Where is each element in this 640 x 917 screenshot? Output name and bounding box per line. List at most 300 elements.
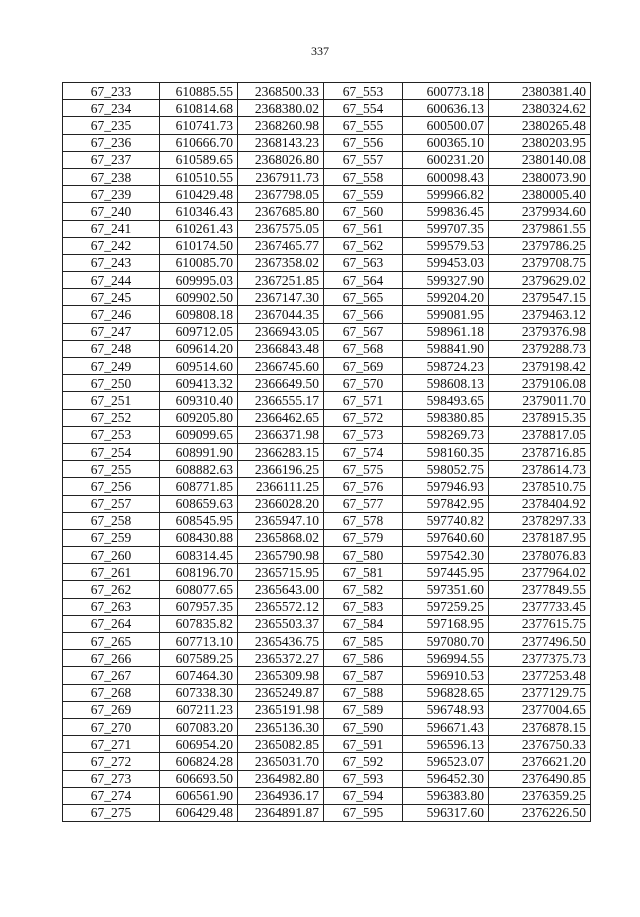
y-coord-left-cell: 2365082.85	[238, 736, 324, 753]
point-id-left-cell: 67_242	[63, 237, 160, 254]
point-id-left-cell: 67_238	[63, 168, 160, 185]
y-coord-left-cell: 2364936.17	[238, 787, 324, 804]
x-coord-left-cell: 607957.35	[160, 598, 238, 615]
y-coord-left-cell: 2368380.02	[238, 100, 324, 117]
table-row	[63, 203, 591, 220]
y-coord-right-cell: 2376750.33	[489, 736, 591, 753]
y-coord-right-cell: 2377849.55	[489, 581, 591, 598]
y-coord-left-cell: 2366555.17	[238, 392, 324, 409]
x-coord-left-cell: 607464.30	[160, 667, 238, 684]
x-coord-left-cell: 609099.65	[160, 426, 238, 443]
point-id-right-cell: 67_571	[324, 392, 403, 409]
point-id-left-cell: 67_254	[63, 443, 160, 460]
y-coord-left-cell: 2366843.48	[238, 340, 324, 357]
x-coord-left-cell: 609310.40	[160, 392, 238, 409]
y-coord-right-cell: 2378614.73	[489, 461, 591, 478]
point-id-left-cell: 67_257	[63, 495, 160, 512]
x-coord-right-cell: 596452.30	[403, 770, 489, 787]
point-id-left-cell: 67_260	[63, 547, 160, 564]
y-coord-right-cell: 2379861.55	[489, 220, 591, 237]
point-id-left-cell: 67_249	[63, 358, 160, 375]
x-coord-left-cell: 610885.55	[160, 83, 238, 100]
point-id-right-cell: 67_558	[324, 168, 403, 185]
point-id-right-cell: 67_581	[324, 564, 403, 581]
x-coord-right-cell: 599836.45	[403, 203, 489, 220]
point-id-left-cell: 67_239	[63, 186, 160, 203]
table-row	[63, 495, 591, 512]
table-row	[63, 701, 591, 718]
point-id-right-cell: 67_583	[324, 598, 403, 615]
y-coord-left-cell: 2367685.80	[238, 203, 324, 220]
y-coord-right-cell: 2377615.75	[489, 615, 591, 632]
y-coord-right-cell: 2380324.62	[489, 100, 591, 117]
x-coord-right-cell: 599966.82	[403, 186, 489, 203]
point-id-left-cell: 67_272	[63, 753, 160, 770]
y-coord-left-cell: 2367465.77	[238, 237, 324, 254]
y-coord-left-cell: 2365643.00	[238, 581, 324, 598]
point-id-right-cell: 67_575	[324, 461, 403, 478]
point-id-left-cell: 67_259	[63, 529, 160, 546]
y-coord-left-cell: 2364982.80	[238, 770, 324, 787]
point-id-right-cell: 67_580	[324, 547, 403, 564]
point-id-left-cell: 67_258	[63, 512, 160, 529]
table-row	[63, 254, 591, 271]
point-id-left-cell: 67_236	[63, 134, 160, 151]
y-coord-right-cell: 2380265.48	[489, 117, 591, 134]
x-coord-right-cell: 600500.07	[403, 117, 489, 134]
point-id-left-cell: 67_275	[63, 804, 160, 821]
table-row	[63, 375, 591, 392]
point-id-right-cell: 67_569	[324, 358, 403, 375]
point-id-right-cell: 67_563	[324, 254, 403, 271]
table-row	[63, 237, 591, 254]
y-coord-right-cell: 2379934.60	[489, 203, 591, 220]
x-coord-right-cell: 596383.80	[403, 787, 489, 804]
point-id-right-cell: 67_560	[324, 203, 403, 220]
x-coord-left-cell: 609712.05	[160, 323, 238, 340]
table-row	[63, 134, 591, 151]
x-coord-right-cell: 598052.75	[403, 461, 489, 478]
x-coord-right-cell: 597740.82	[403, 512, 489, 529]
x-coord-right-cell: 596523.07	[403, 753, 489, 770]
y-coord-left-cell: 2365309.98	[238, 667, 324, 684]
y-coord-left-cell: 2366943.05	[238, 323, 324, 340]
y-coord-left-cell: 2368500.33	[238, 83, 324, 100]
table-row	[63, 100, 591, 117]
x-coord-left-cell: 607713.10	[160, 633, 238, 650]
y-coord-left-cell: 2367147.30	[238, 289, 324, 306]
point-id-left-cell: 67_243	[63, 254, 160, 271]
point-id-left-cell: 67_245	[63, 289, 160, 306]
y-coord-right-cell: 2378915.35	[489, 409, 591, 426]
point-id-right-cell: 67_556	[324, 134, 403, 151]
x-coord-left-cell: 608196.70	[160, 564, 238, 581]
y-coord-right-cell: 2377129.75	[489, 684, 591, 701]
y-coord-left-cell: 2365715.95	[238, 564, 324, 581]
y-coord-right-cell: 2377964.02	[489, 564, 591, 581]
y-coord-right-cell: 2376226.50	[489, 804, 591, 821]
x-coord-left-cell: 606824.28	[160, 753, 238, 770]
table-row	[63, 358, 591, 375]
x-coord-right-cell: 596748.93	[403, 701, 489, 718]
x-coord-right-cell: 598841.90	[403, 340, 489, 357]
x-coord-left-cell: 608882.63	[160, 461, 238, 478]
point-id-right-cell: 67_594	[324, 787, 403, 804]
point-id-left-cell: 67_240	[63, 203, 160, 220]
table-row	[63, 392, 591, 409]
table-row	[63, 443, 591, 460]
table-row	[63, 547, 591, 564]
y-coord-right-cell: 2378404.92	[489, 495, 591, 512]
y-coord-right-cell: 2379106.08	[489, 375, 591, 392]
x-coord-left-cell: 609514.60	[160, 358, 238, 375]
point-id-left-cell: 67_253	[63, 426, 160, 443]
x-coord-right-cell: 597445.95	[403, 564, 489, 581]
point-id-left-cell: 67_233	[63, 83, 160, 100]
point-id-left-cell: 67_269	[63, 701, 160, 718]
x-coord-left-cell: 606561.90	[160, 787, 238, 804]
point-id-left-cell: 67_244	[63, 272, 160, 289]
x-coord-right-cell: 596910.53	[403, 667, 489, 684]
point-id-left-cell: 67_270	[63, 718, 160, 735]
point-id-right-cell: 67_576	[324, 478, 403, 495]
x-coord-left-cell: 608771.85	[160, 478, 238, 495]
y-coord-left-cell: 2368026.80	[238, 151, 324, 168]
point-id-left-cell: 67_235	[63, 117, 160, 134]
point-id-right-cell: 67_588	[324, 684, 403, 701]
x-coord-right-cell: 600636.13	[403, 100, 489, 117]
point-id-right-cell: 67_557	[324, 151, 403, 168]
x-coord-right-cell: 597168.95	[403, 615, 489, 632]
table-row	[63, 512, 591, 529]
x-coord-right-cell: 597351.60	[403, 581, 489, 598]
table-row	[63, 151, 591, 168]
y-coord-right-cell: 2380140.08	[489, 151, 591, 168]
table-row	[63, 615, 591, 632]
point-id-left-cell: 67_271	[63, 736, 160, 753]
y-coord-left-cell: 2367798.05	[238, 186, 324, 203]
table-row	[63, 736, 591, 753]
x-coord-left-cell: 606429.48	[160, 804, 238, 821]
y-coord-left-cell: 2366111.25	[238, 478, 324, 495]
point-id-left-cell: 67_255	[63, 461, 160, 478]
x-coord-left-cell: 608430.88	[160, 529, 238, 546]
x-coord-left-cell: 610085.70	[160, 254, 238, 271]
y-coord-left-cell: 2366028.20	[238, 495, 324, 512]
x-coord-right-cell: 597842.95	[403, 495, 489, 512]
y-coord-left-cell: 2366649.50	[238, 375, 324, 392]
x-coord-right-cell: 598269.73	[403, 426, 489, 443]
point-id-left-cell: 67_262	[63, 581, 160, 598]
x-coord-right-cell: 599453.03	[403, 254, 489, 271]
point-id-right-cell: 67_566	[324, 306, 403, 323]
table-row	[63, 753, 591, 770]
y-coord-left-cell: 2365372.27	[238, 650, 324, 667]
point-id-right-cell: 67_568	[324, 340, 403, 357]
x-coord-left-cell: 610261.43	[160, 220, 238, 237]
point-id-right-cell: 67_587	[324, 667, 403, 684]
y-coord-right-cell: 2379629.02	[489, 272, 591, 289]
x-coord-right-cell: 599081.95	[403, 306, 489, 323]
point-id-right-cell: 67_564	[324, 272, 403, 289]
x-coord-right-cell: 596828.65	[403, 684, 489, 701]
x-coord-left-cell: 610741.73	[160, 117, 238, 134]
table-body	[63, 83, 591, 822]
y-coord-right-cell: 2376878.15	[489, 718, 591, 735]
x-coord-right-cell: 600098.43	[403, 168, 489, 185]
x-coord-left-cell: 608077.65	[160, 581, 238, 598]
point-id-right-cell: 67_590	[324, 718, 403, 735]
y-coord-left-cell: 2366283.15	[238, 443, 324, 460]
y-coord-right-cell: 2376359.25	[489, 787, 591, 804]
y-coord-left-cell: 2366196.25	[238, 461, 324, 478]
point-id-right-cell: 67_572	[324, 409, 403, 426]
point-id-right-cell: 67_582	[324, 581, 403, 598]
table-row	[63, 168, 591, 185]
x-coord-right-cell: 599327.90	[403, 272, 489, 289]
x-coord-right-cell: 599707.35	[403, 220, 489, 237]
table-row	[63, 787, 591, 804]
point-id-left-cell: 67_264	[63, 615, 160, 632]
page-number: 337	[311, 44, 329, 58]
x-coord-right-cell: 597080.70	[403, 633, 489, 650]
y-coord-left-cell: 2365947.10	[238, 512, 324, 529]
y-coord-right-cell: 2377496.50	[489, 633, 591, 650]
x-coord-left-cell: 610429.48	[160, 186, 238, 203]
point-id-left-cell: 67_267	[63, 667, 160, 684]
table-row	[63, 409, 591, 426]
x-coord-left-cell: 609614.20	[160, 340, 238, 357]
point-id-left-cell: 67_237	[63, 151, 160, 168]
point-id-right-cell: 67_591	[324, 736, 403, 753]
y-coord-right-cell: 2378817.05	[489, 426, 591, 443]
x-coord-left-cell: 610346.43	[160, 203, 238, 220]
x-coord-left-cell: 609413.32	[160, 375, 238, 392]
y-coord-right-cell: 2380005.40	[489, 186, 591, 203]
x-coord-right-cell: 599204.20	[403, 289, 489, 306]
point-id-right-cell: 67_565	[324, 289, 403, 306]
y-coord-right-cell: 2379288.73	[489, 340, 591, 357]
table-row	[63, 684, 591, 701]
table-row	[63, 83, 591, 100]
x-coord-right-cell: 599579.53	[403, 237, 489, 254]
point-id-right-cell: 67_578	[324, 512, 403, 529]
y-coord-right-cell: 2378187.95	[489, 529, 591, 546]
point-id-left-cell: 67_248	[63, 340, 160, 357]
x-coord-left-cell: 610814.68	[160, 100, 238, 117]
y-coord-right-cell: 2379376.98	[489, 323, 591, 340]
table-row	[63, 804, 591, 821]
x-coord-left-cell: 606954.20	[160, 736, 238, 753]
point-id-left-cell: 67_250	[63, 375, 160, 392]
point-id-left-cell: 67_251	[63, 392, 160, 409]
y-coord-right-cell: 2379708.75	[489, 254, 591, 271]
point-id-right-cell: 67_562	[324, 237, 403, 254]
table-row	[63, 667, 591, 684]
y-coord-right-cell: 2378510.75	[489, 478, 591, 495]
point-id-right-cell: 67_593	[324, 770, 403, 787]
point-id-right-cell: 67_589	[324, 701, 403, 718]
point-id-right-cell: 67_595	[324, 804, 403, 821]
x-coord-right-cell: 597946.93	[403, 478, 489, 495]
x-coord-right-cell: 597259.25	[403, 598, 489, 615]
point-id-right-cell: 67_561	[324, 220, 403, 237]
point-id-right-cell: 67_574	[324, 443, 403, 460]
y-coord-left-cell: 2365790.98	[238, 547, 324, 564]
table-row	[63, 186, 591, 203]
point-id-right-cell: 67_592	[324, 753, 403, 770]
table-row	[63, 323, 591, 340]
coordinate-table	[62, 82, 591, 822]
point-id-right-cell: 67_554	[324, 100, 403, 117]
coordinate-table-container	[62, 82, 590, 822]
x-coord-left-cell: 609902.50	[160, 289, 238, 306]
y-coord-right-cell: 2378297.33	[489, 512, 591, 529]
table-row	[63, 650, 591, 667]
x-coord-left-cell: 608659.63	[160, 495, 238, 512]
x-coord-right-cell: 598493.65	[403, 392, 489, 409]
y-coord-right-cell: 2379786.25	[489, 237, 591, 254]
point-id-left-cell: 67_256	[63, 478, 160, 495]
point-id-left-cell: 67_266	[63, 650, 160, 667]
point-id-right-cell: 67_586	[324, 650, 403, 667]
point-id-right-cell: 67_573	[324, 426, 403, 443]
y-coord-left-cell: 2365031.70	[238, 753, 324, 770]
point-id-left-cell: 67_274	[63, 787, 160, 804]
point-id-right-cell: 67_579	[324, 529, 403, 546]
y-coord-left-cell: 2365136.30	[238, 718, 324, 735]
y-coord-left-cell: 2366462.65	[238, 409, 324, 426]
table-row	[63, 272, 591, 289]
y-coord-left-cell: 2365191.98	[238, 701, 324, 718]
x-coord-right-cell: 600773.18	[403, 83, 489, 100]
x-coord-right-cell: 598724.23	[403, 358, 489, 375]
x-coord-right-cell: 596994.55	[403, 650, 489, 667]
x-coord-left-cell: 608314.45	[160, 547, 238, 564]
table-row	[63, 220, 591, 237]
y-coord-right-cell: 2376490.85	[489, 770, 591, 787]
table-row	[63, 306, 591, 323]
x-coord-left-cell: 606693.50	[160, 770, 238, 787]
x-coord-left-cell: 607083.20	[160, 718, 238, 735]
x-coord-left-cell: 608545.95	[160, 512, 238, 529]
y-coord-left-cell: 2367575.05	[238, 220, 324, 237]
table-row	[63, 633, 591, 650]
table-row	[63, 478, 591, 495]
x-coord-left-cell: 607835.82	[160, 615, 238, 632]
point-id-left-cell: 67_268	[63, 684, 160, 701]
x-coord-right-cell: 600365.10	[403, 134, 489, 151]
y-coord-right-cell: 2378076.83	[489, 547, 591, 564]
x-coord-right-cell: 598160.35	[403, 443, 489, 460]
point-id-left-cell: 67_263	[63, 598, 160, 615]
point-id-right-cell: 67_577	[324, 495, 403, 512]
table-row	[63, 117, 591, 134]
x-coord-left-cell: 609808.18	[160, 306, 238, 323]
point-id-right-cell: 67_567	[324, 323, 403, 340]
y-coord-left-cell: 2367911.73	[238, 168, 324, 185]
table-row	[63, 770, 591, 787]
x-coord-right-cell: 596317.60	[403, 804, 489, 821]
x-coord-right-cell: 598961.18	[403, 323, 489, 340]
table-row	[63, 461, 591, 478]
y-coord-right-cell: 2380381.40	[489, 83, 591, 100]
table-row	[63, 581, 591, 598]
table-row	[63, 426, 591, 443]
y-coord-left-cell: 2365503.37	[238, 615, 324, 632]
point-id-left-cell: 67_261	[63, 564, 160, 581]
point-id-right-cell: 67_584	[324, 615, 403, 632]
y-coord-left-cell: 2368260.98	[238, 117, 324, 134]
y-coord-left-cell: 2367044.35	[238, 306, 324, 323]
table-row	[63, 340, 591, 357]
point-id-left-cell: 67_247	[63, 323, 160, 340]
y-coord-left-cell: 2366745.60	[238, 358, 324, 375]
y-coord-left-cell: 2368143.23	[238, 134, 324, 151]
point-id-right-cell: 67_585	[324, 633, 403, 650]
y-coord-right-cell: 2380073.90	[489, 168, 591, 185]
x-coord-right-cell: 598380.85	[403, 409, 489, 426]
point-id-left-cell: 67_241	[63, 220, 160, 237]
y-coord-right-cell: 2377004.65	[489, 701, 591, 718]
point-id-right-cell: 67_555	[324, 117, 403, 134]
x-coord-left-cell: 607338.30	[160, 684, 238, 701]
x-coord-right-cell: 596596.13	[403, 736, 489, 753]
y-coord-left-cell: 2364891.87	[238, 804, 324, 821]
point-id-right-cell: 67_559	[324, 186, 403, 203]
x-coord-left-cell: 610666.70	[160, 134, 238, 151]
y-coord-left-cell: 2367358.02	[238, 254, 324, 271]
y-coord-left-cell: 2365249.87	[238, 684, 324, 701]
y-coord-right-cell: 2379547.15	[489, 289, 591, 306]
x-coord-left-cell: 610589.65	[160, 151, 238, 168]
y-coord-right-cell: 2379463.12	[489, 306, 591, 323]
point-id-right-cell: 67_570	[324, 375, 403, 392]
y-coord-right-cell: 2377253.48	[489, 667, 591, 684]
x-coord-left-cell: 607589.25	[160, 650, 238, 667]
table-row	[63, 564, 591, 581]
x-coord-left-cell: 610510.55	[160, 168, 238, 185]
y-coord-right-cell: 2380203.95	[489, 134, 591, 151]
table-row	[63, 598, 591, 615]
y-coord-right-cell: 2377733.45	[489, 598, 591, 615]
y-coord-right-cell: 2378716.85	[489, 443, 591, 460]
y-coord-left-cell: 2367251.85	[238, 272, 324, 289]
point-id-left-cell: 67_273	[63, 770, 160, 787]
table-row	[63, 529, 591, 546]
y-coord-left-cell: 2365572.12	[238, 598, 324, 615]
point-id-right-cell: 67_553	[324, 83, 403, 100]
x-coord-right-cell: 597542.30	[403, 547, 489, 564]
x-coord-left-cell: 609995.03	[160, 272, 238, 289]
x-coord-left-cell: 608991.90	[160, 443, 238, 460]
table-row	[63, 289, 591, 306]
y-coord-left-cell: 2365868.02	[238, 529, 324, 546]
y-coord-right-cell: 2379011.70	[489, 392, 591, 409]
x-coord-left-cell: 610174.50	[160, 237, 238, 254]
point-id-left-cell: 67_246	[63, 306, 160, 323]
x-coord-right-cell: 600231.20	[403, 151, 489, 168]
y-coord-right-cell: 2376621.20	[489, 753, 591, 770]
x-coord-right-cell: 597640.60	[403, 529, 489, 546]
x-coord-right-cell: 598608.13	[403, 375, 489, 392]
table-row	[63, 718, 591, 735]
point-id-left-cell: 67_234	[63, 100, 160, 117]
x-coord-right-cell: 596671.43	[403, 718, 489, 735]
point-id-left-cell: 67_265	[63, 633, 160, 650]
y-coord-left-cell: 2365436.75	[238, 633, 324, 650]
y-coord-right-cell: 2379198.42	[489, 358, 591, 375]
